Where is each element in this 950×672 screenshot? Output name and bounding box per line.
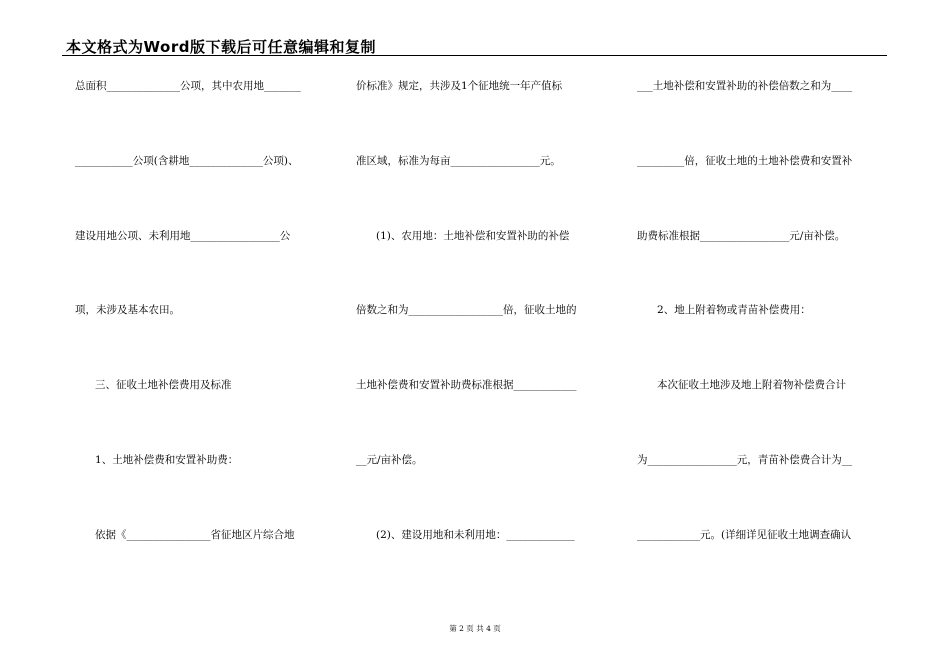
text-line: 为_________________元，青苗补偿费合计为__	[637, 454, 853, 466]
text-line: 本次征收土地涉及地上附着物补偿费合计	[637, 379, 847, 391]
text-line: (2)、建设用地和未利用地：_____________	[356, 529, 575, 541]
document-header-title: 本文格式为Word版下载后可任意编辑和复制	[66, 38, 376, 56]
text-line: 准区域，标准为每亩_________________元。	[356, 155, 561, 167]
text-line: ____________元。(详细详见征收土地调查确认	[637, 529, 852, 541]
text-line: 总面积______________公项，其中农用地_______	[75, 80, 301, 92]
text-line: 价标准》规定，共涉及1个征地统一年产值标	[356, 80, 563, 92]
text-line: 2、地上附着物或青苗补偿费用：	[637, 304, 811, 316]
text-line: 建设用地公项、未利用地_________________公	[75, 230, 291, 242]
text-line: (1)、农用地：土地补偿和安置补助的补偿	[356, 230, 570, 242]
text-line: 助费标准根据_________________元/亩补偿。	[637, 230, 846, 242]
header-rule	[62, 55, 887, 56]
text-line: 项，未涉及基本农田。	[75, 304, 180, 316]
text-line: ___土地补偿和安置补助的补偿倍数之和为____	[637, 80, 853, 92]
text-line: _________倍，征收土地的土地补偿费和安置补	[637, 155, 853, 167]
page-number-footer: 第 2 页 共 4 页	[449, 624, 501, 633]
text-line: 1、土地补偿费和安置补助费：	[75, 454, 239, 466]
text-line: __元/亩补偿。	[356, 454, 423, 466]
text-line: 倍数之和为__________________倍，征收土地的	[356, 304, 577, 316]
text-line: 依据《________________省征地区片综合地	[75, 529, 295, 541]
text-line: 三、征收土地补偿费用及标准	[75, 379, 232, 391]
text-line: ___________公项(含耕地______________公项)、	[75, 155, 299, 167]
text-line: 土地补偿费和安置补助费标准根据____________	[356, 379, 577, 391]
